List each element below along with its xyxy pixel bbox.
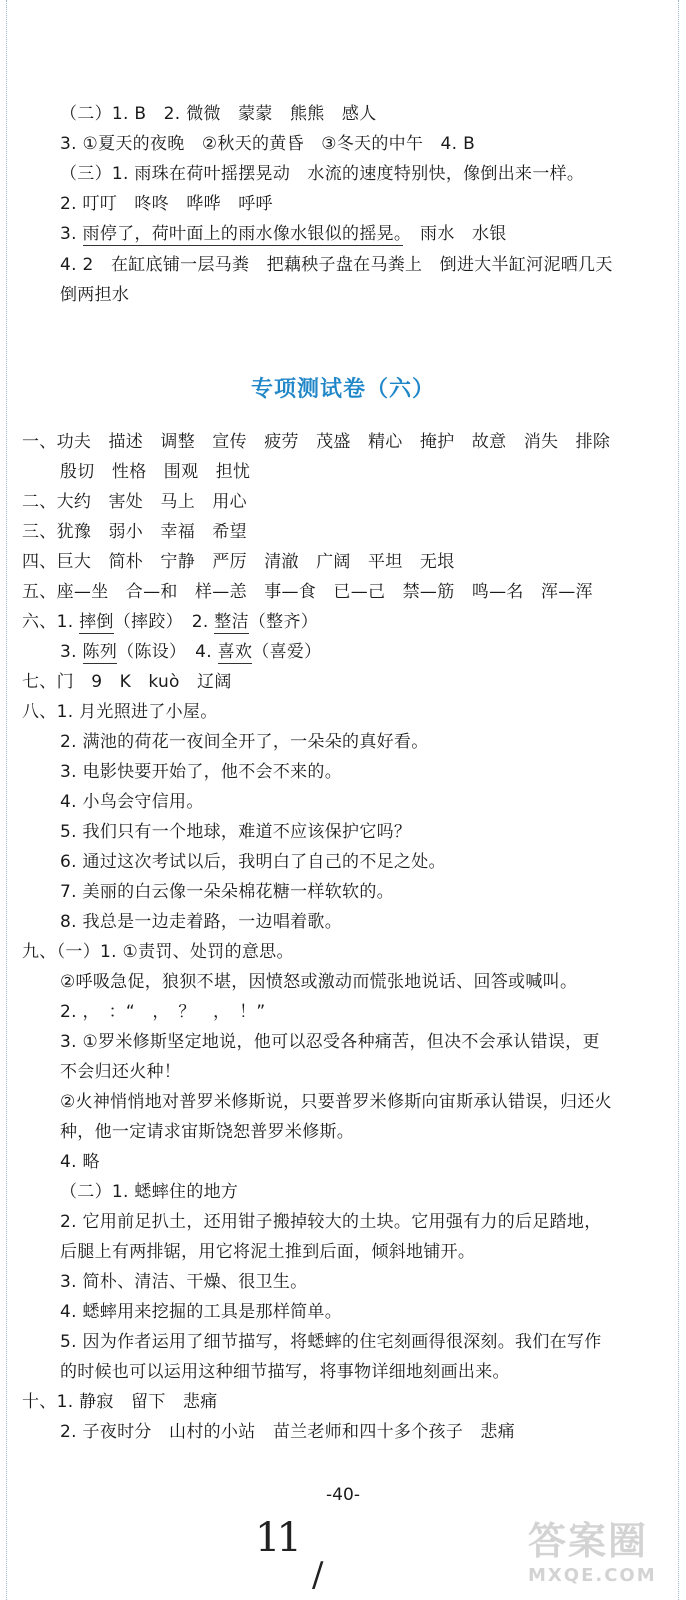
- answer-line: 7. 美丽的白云像一朵朵棉花糖一样软软的。: [60, 882, 394, 902]
- answer-text: （陈设） 4.: [117, 642, 218, 662]
- answer-line: 8. 我总是一边走着路，一边唱着歌。: [60, 912, 343, 932]
- answer-line: 2. 满池的荷花一夜间全开了，一朵朵的真好看。: [60, 732, 429, 752]
- item-number: 3.: [60, 224, 83, 244]
- answer-text: （整齐）: [248, 612, 319, 632]
- answer-line: 四、巨大 简朴 宁静 严厉 清澈 广阔 平坦 无垠: [22, 552, 455, 572]
- watermark-text: 答案圈: [528, 1519, 649, 1563]
- answer-line: 种，他一定请求宙斯饶恕普罗米修斯。: [60, 1122, 355, 1142]
- answer-line: 三、犹豫 弱小 幸福 希望: [22, 522, 247, 542]
- answer-line: 3. ①夏天的夜晚 ②秋天的黄昏 ③冬天的中午 4. B: [60, 134, 476, 154]
- answer-line: [60, 223, 507, 245]
- answer-line: 2. 它用前足扒土，还用钳子搬掉较大的土块。它用强有力的后足踏地，: [60, 1212, 602, 1232]
- answer-line: 一、功夫 描述 调整 宣传 疲劳 茂盛 精心 掩护 故意 消失 排除: [22, 432, 611, 452]
- page-title: 专项测试卷（六）: [250, 377, 435, 402]
- page-number: -40-: [326, 1485, 360, 1505]
- underlined-answer: 陈列: [82, 642, 118, 662]
- answer-line: [22, 611, 318, 633]
- answer-line: （三）1. 雨珠在荷叶摇摆晃动 水流的速度特别快，像倒出来一样。: [60, 164, 585, 184]
- right-dotted-border: [678, 0, 679, 1600]
- answer-line: 的时候也可以运用这种细节描写，将事物详细地刻画出来。: [60, 1362, 510, 1382]
- answer-line: 2. 叮叮 咚咚 哗哗 呼呼: [60, 194, 273, 214]
- handwritten-mark: 11: [255, 1515, 298, 1561]
- answer-line: 后腿上有两排锯，用它将泥土推到后面，倾斜地铺开。: [60, 1242, 476, 1262]
- item-number: 3.: [60, 642, 83, 662]
- answer-line: 殷切 性格 围观 担忧: [60, 462, 251, 482]
- answer-line: 5. 因为作者运用了细节描写，将蟋蟀的住宅刻画得很深刻。我们在写作: [60, 1332, 602, 1352]
- watermark-logo: [528, 1510, 678, 1590]
- handwritten-stroke: /: [312, 1555, 324, 1595]
- answer-line: （二）1. B 2. 微微 蒙蒙 熊熊 感人: [60, 104, 377, 124]
- answer-line: 二、大约 害处 马上 用心: [22, 492, 247, 512]
- answer-line: 4. 略: [60, 1152, 100, 1172]
- answer-line: 2. 子夜时分 山村的小站 苗兰老师和四十多个孩子 悲痛: [60, 1422, 516, 1442]
- answer-line: 4. 蟋蟀用来挖掘的工具是那样简单。: [60, 1302, 343, 1322]
- answer-line: 十、1. 静寂 留下 悲痛: [22, 1392, 218, 1412]
- answer-line: 5. 我们只有一个地球，难道不应该保护它吗？: [60, 822, 412, 842]
- answer-line: 3. ①罗米修斯坚定地说，他可以忍受各种痛苦，但决不会承认错误，更: [60, 1032, 600, 1052]
- answer-line: 4. 小鸟会守信用。: [60, 792, 204, 812]
- underlined-answer: 摔倒: [79, 612, 114, 632]
- answer-line: ②火神悄悄地对普罗米修斯说，只要普罗米修斯向宙斯承认错误，归还火: [60, 1092, 612, 1112]
- item-number: 六、1.: [22, 612, 80, 632]
- answer-text: （喜爱）: [252, 642, 322, 662]
- underlined-answer: 整洁: [214, 612, 249, 632]
- answer-line: 七、门 9 K kuò 辽阔: [22, 672, 232, 692]
- answer-text: 雨水 水银: [420, 224, 507, 244]
- answer-line: ②呼吸急促，狼狈不堪，因愤怒或激动而慌张地说话、回答或喊叫。: [60, 972, 578, 992]
- answer-line: 2. ， ：“ ， ？ ， ！”: [60, 1002, 266, 1022]
- answer-line: 五、座—坐 合—和 样—恙 事—食 已—己 禁—筋 鸣—名 浑—浑: [22, 582, 593, 602]
- answer-line: 3. 简朴、清洁、干燥、很卫生。: [60, 1272, 308, 1292]
- answer-line: 3. 电影快要开始了，他不会不来的。: [60, 762, 343, 782]
- underlined-answer: 雨停了，荷叶面上的雨水像水银似的摇晃。: [82, 224, 403, 244]
- answer-line: 九、（一）1. ①责罚、处罚的意思。: [22, 942, 294, 962]
- answer-line: 倒两担水: [60, 285, 130, 305]
- underlined-answer: 喜欢: [217, 642, 253, 662]
- left-dotted-border: [6, 0, 7, 1600]
- answer-line: 6. 通过这次考试以后，我明白了自己的不足之处。: [60, 852, 446, 872]
- answer-line: 不会归还火种！: [60, 1062, 182, 1082]
- answer-line: [60, 641, 321, 663]
- answer-line: 八、1. 月光照进了小屋。: [22, 702, 218, 722]
- watermark-url: MXQE.COM: [528, 1565, 657, 1586]
- answer-line: 4. 2 在缸底铺一层马粪 把藕秧子盘在马粪上 倒进大半缸河泥晒几天: [60, 255, 613, 275]
- answer-text: （摔跤） 2.: [113, 612, 215, 632]
- answer-line: （二）1. 蟋蟀住的地方: [60, 1182, 239, 1202]
